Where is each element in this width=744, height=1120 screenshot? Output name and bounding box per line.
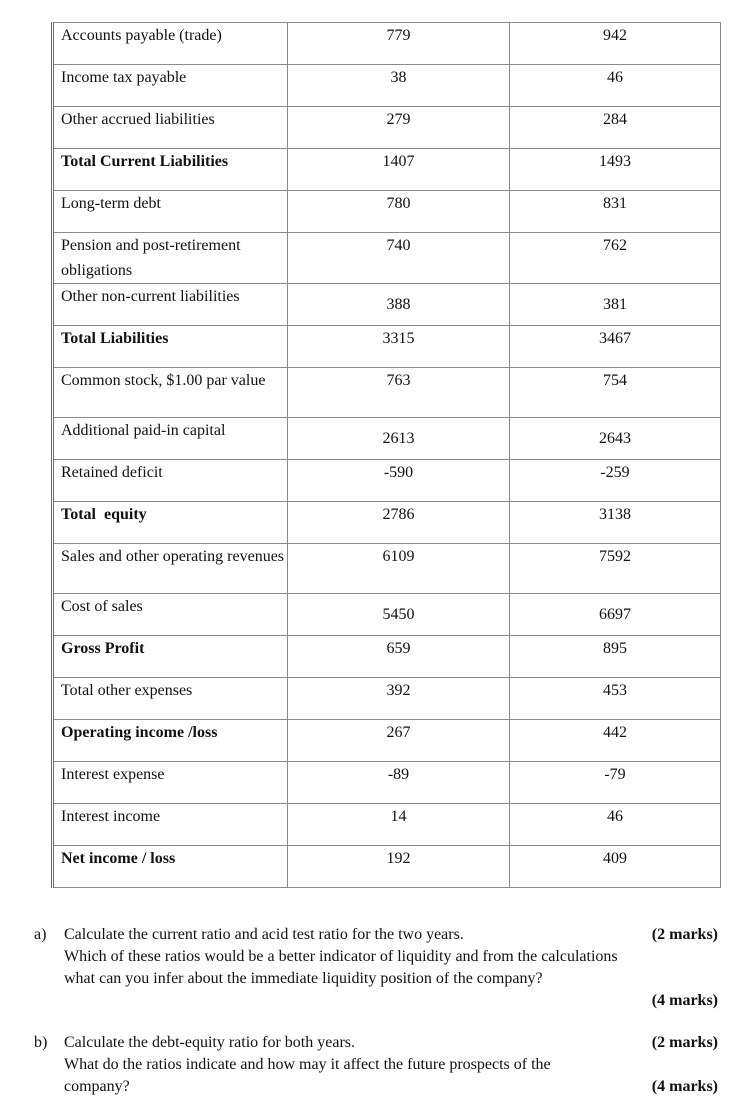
- question-b-line-3: [64, 1076, 718, 1098]
- year2-value: 6697: [510, 594, 721, 636]
- question-b-line-1: [64, 1032, 718, 1054]
- year1-value: 659: [288, 636, 510, 678]
- year2-value: 942: [510, 23, 721, 65]
- table-row-total: [53, 149, 721, 191]
- table-row: [53, 594, 721, 636]
- year2-value: 895: [510, 636, 721, 678]
- year1-value: 779: [288, 23, 510, 65]
- year2-value: -259: [510, 460, 721, 502]
- year2-value: 46: [510, 65, 721, 107]
- row-label: Operating income /loss: [53, 720, 288, 762]
- question-b-marks-1: (2 marks): [651, 1034, 718, 1051]
- row-label: Accounts payable (trade): [53, 23, 288, 65]
- row-label: Interest income: [53, 804, 288, 846]
- year1-value: 5450: [288, 594, 510, 636]
- table-row: [53, 544, 721, 594]
- question-b-text-1: Calculate the debt-equity ratio for both years.: [64, 1034, 356, 1051]
- year2-value: 453: [510, 678, 721, 720]
- row-label: Long-term debt: [53, 191, 288, 233]
- year2-value: 284: [510, 107, 721, 149]
- question-b-text-3: company?: [64, 1078, 130, 1095]
- row-label: Cost of sales: [53, 594, 288, 636]
- row-label: Other accrued liabilities: [53, 107, 288, 149]
- question-b-letter: b): [34, 1034, 48, 1051]
- year1-value: 3315: [288, 326, 510, 368]
- year1-value: 267: [288, 720, 510, 762]
- year1-value: 740: [288, 233, 510, 284]
- table-row-total: [53, 502, 721, 544]
- year2-value: 754: [510, 368, 721, 418]
- year2-value: 46: [510, 804, 721, 846]
- table-row: [53, 284, 721, 326]
- year1-value: 388: [288, 284, 510, 326]
- year1-value: 279: [288, 107, 510, 149]
- year1-value: 1407: [288, 149, 510, 191]
- questions-section: [34, 924, 718, 1098]
- table-row: [53, 460, 721, 502]
- year2-value: 1493: [510, 149, 721, 191]
- table-row: [53, 107, 721, 149]
- table-row: [53, 191, 721, 233]
- row-label: Common stock, $1.00 par value: [53, 368, 288, 418]
- year2-value: 3138: [510, 502, 721, 544]
- question-a-marks-1: (2 marks): [651, 926, 718, 943]
- table-row: [53, 804, 721, 846]
- table-row-total: [53, 720, 721, 762]
- row-label: Total Liabilities: [53, 326, 288, 368]
- year1-value: 6109: [288, 544, 510, 594]
- year2-value: 3467: [510, 326, 721, 368]
- row-label: Gross Profit: [53, 636, 288, 678]
- question-b-text-2: What do the ratios indicate and how may it affect the future prospects of the: [64, 1056, 551, 1073]
- table-row: [53, 762, 721, 804]
- year1-value: 2613: [288, 418, 510, 460]
- table-row-total: [53, 326, 721, 368]
- question-a: [34, 924, 718, 1012]
- row-label: Income tax payable: [53, 65, 288, 107]
- year1-value: 192: [288, 846, 510, 888]
- row-label: Other non-current liabilities: [53, 284, 288, 326]
- table-row: [53, 233, 721, 284]
- table-row: [53, 418, 721, 460]
- row-label: Pension and post-retirement obligations: [53, 233, 288, 284]
- year1-value: -89: [288, 762, 510, 804]
- row-label: Retained deficit: [53, 460, 288, 502]
- year2-value: 831: [510, 191, 721, 233]
- table-row: [53, 678, 721, 720]
- financial-statement-table: [51, 22, 721, 888]
- year1-value: 14: [288, 804, 510, 846]
- year2-value: 409: [510, 846, 721, 888]
- year1-value: 392: [288, 678, 510, 720]
- year2-value: 762: [510, 233, 721, 284]
- row-label: Total other expenses: [53, 678, 288, 720]
- year1-value: -590: [288, 460, 510, 502]
- row-label: Net income / loss: [53, 846, 288, 888]
- row-label: Additional paid-in capital: [53, 418, 288, 460]
- question-a-marks-2: (4 marks): [651, 992, 718, 1009]
- year1-value: 763: [288, 368, 510, 418]
- year2-value: 381: [510, 284, 721, 326]
- row-label: Sales and other operating revenues: [53, 544, 288, 594]
- row-label: Total Current Liabilities: [53, 149, 288, 191]
- row-label: Total equity: [53, 502, 288, 544]
- question-b-marks-2: (4 marks): [651, 1078, 718, 1095]
- table-row-total: [53, 636, 721, 678]
- year1-value: 780: [288, 191, 510, 233]
- year1-value: 2786: [288, 502, 510, 544]
- year1-value: 38: [288, 65, 510, 107]
- year2-value: 2643: [510, 418, 721, 460]
- question-b: [34, 1032, 718, 1098]
- year2-value: -79: [510, 762, 721, 804]
- year2-value: 7592: [510, 544, 721, 594]
- table-row: [53, 23, 721, 65]
- year2-value: 442: [510, 720, 721, 762]
- table-row-total: [53, 846, 721, 888]
- question-a-text-2: Which of these ratios would be a better indicator of liquidity and from the calculations: [64, 948, 618, 965]
- question-a-text-1: Calculate the current ratio and acid test ratio for the two years.: [64, 926, 464, 943]
- table-row: [53, 368, 721, 418]
- question-a-line-1: [64, 924, 718, 946]
- row-label: Interest expense: [53, 762, 288, 804]
- table-row: [53, 65, 721, 107]
- question-a-text-3: what can you infer about the immediate liquidity position of the company?: [64, 970, 543, 987]
- question-a-letter: a): [34, 926, 47, 943]
